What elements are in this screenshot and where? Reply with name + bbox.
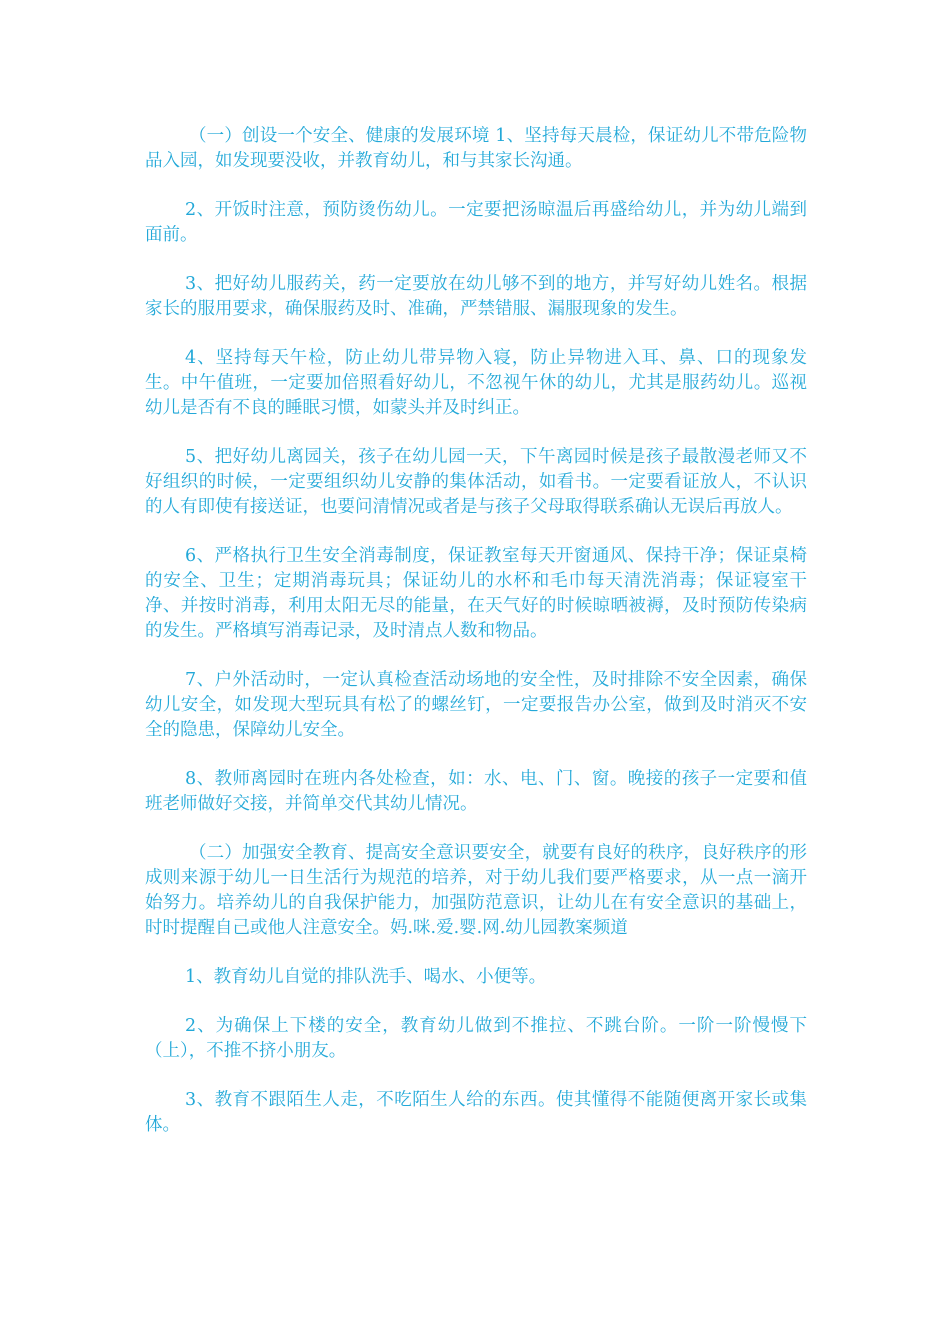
education-item-3-paragraph: 3、教育不跟陌生人走，不吃陌生人给的东西。使其懂得不能随便离开家长或集体。 — [145, 1090, 807, 1135]
section-one-paragraph: （一）创设一个安全、健康的发展环境 1、坚持每天晨检，保证幼儿不带危险物品入园，如发现要没收，并教育幼儿，和与其家长沟通。 — [145, 126, 807, 171]
item-3-paragraph: 3、把好幼儿服药关，药一定要放在幼儿够不到的地方，并写好幼儿姓名。根据家长的服用要求，确保服药及时、准确，严禁错服、漏服现象的发生。 — [145, 274, 807, 319]
document-body — [145, 124, 807, 1162]
item-5-paragraph: 5、把好幼儿离园关，孩子在幼儿园一天，下午离园时候是孩子最散漫老师又不好组织的时候，一定要组织幼儿安静的集体活动，如看书。一定要看证放人，不认识的人有即使有接送证，也要问清情况或者是与孩子父母取得联系确认无误后再放人。 — [145, 447, 807, 517]
education-item-2-paragraph: 2、为确保上下楼的安全，教育幼儿做到不推拉、不跳台阶。一阶一阶慢慢下（上），不推不挤小朋友。 — [145, 1016, 807, 1061]
item-2-paragraph: 2、开饭时注意，预防烫伤幼儿。一定要把汤晾温后再盛给幼儿，并为幼儿端到面前。 — [145, 200, 807, 245]
item-7-paragraph: 7、户外活动时，一定认真检查活动场地的安全性，及时排除不安全因素，确保幼儿安全，如发现大型玩具有松了的螺丝钉，一定要报告办公室，做到及时消灭不安全的隐患，保障幼儿安全。 — [145, 670, 807, 740]
item-8-paragraph: 8、教师离园时在班内各处检查，如：水、电、门、窗。晚接的孩子一定要和值班老师做好交接，并简单交代其幼儿情况。 — [145, 769, 807, 814]
section-two-paragraph: （二）加强安全教育、提高安全意识要安全，就要有良好的秩序，良好秩序的形成则来源于幼儿一日生活行为规范的培养，对于幼儿我们要严格要求，从一点一滴开始努力。培养幼儿的自我保护能力，加强防范意识，让幼儿在有安全意识的基础上，时时提醒自己或他人注意安全。妈.咪.爱.婴.网.幼儿园教案频道 — [145, 843, 807, 938]
education-item-1-paragraph: 1、教育幼儿自觉的排队洗手、喝水、小便等。 — [185, 967, 547, 987]
item-6-paragraph: 6、严格执行卫生安全消毒制度，保证教室每天开窗通风、保持干净；保证桌椅的安全、卫生；定期消毒玩具；保证幼儿的水杯和毛巾每天清洗消毒；保证寝室干净、并按时消毒，利用太阳无尽的能量，在天气好的时候晾晒被褥，及时预防传染病的发生。严格填写消毒记录，及时清点人数和物品。 — [145, 546, 807, 641]
item-4-paragraph: 4、坚持每天午检，防止幼儿带异物入寝，防止异物进入耳、鼻、口的现象发生。中午值班，一定要加倍照看好幼儿，不忽视午休的幼儿，尤其是服药幼儿。巡视幼儿是否有不良的睡眠习惯，如蒙头并及时纠正。 — [145, 348, 807, 418]
